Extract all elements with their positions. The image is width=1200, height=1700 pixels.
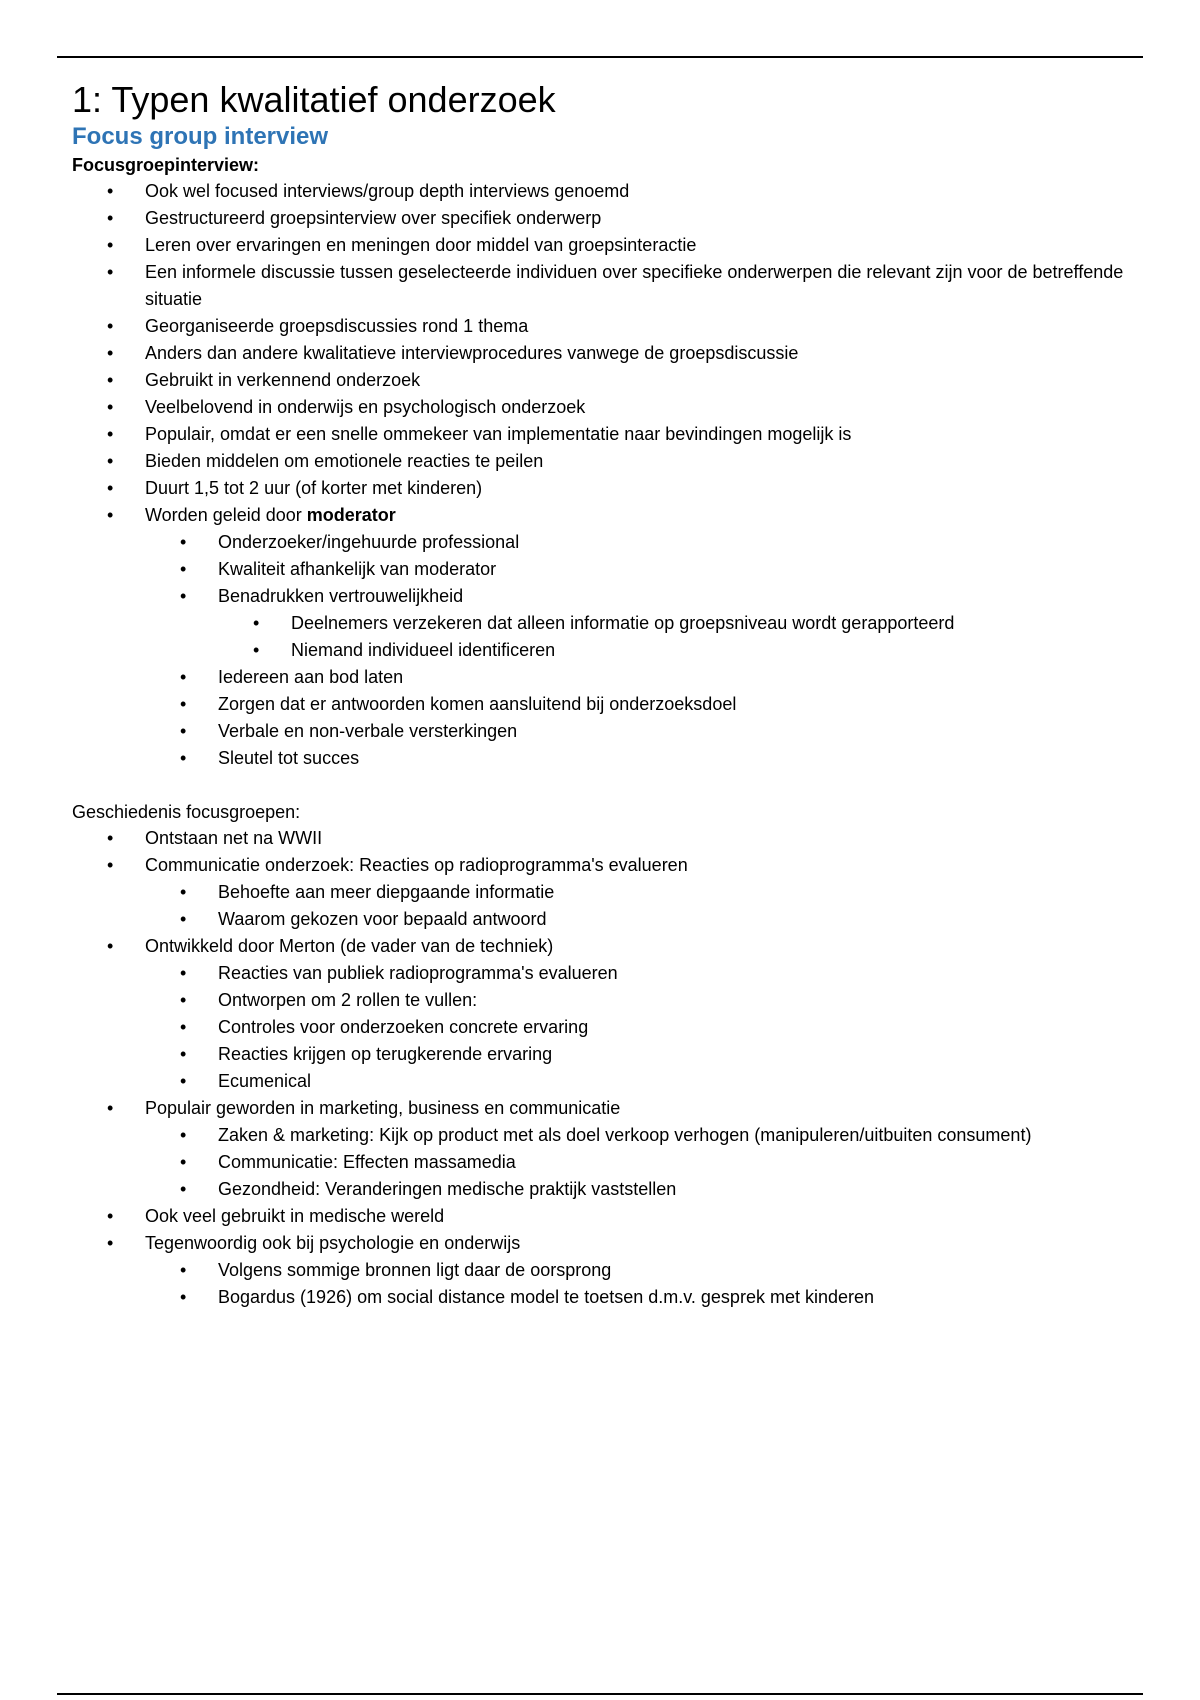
subsub-list-item: • Niemand individueel identificeren <box>218 637 1132 664</box>
communicatie-sublist <box>145 879 1132 933</box>
list-item-populair <box>72 1095 1132 1203</box>
subsub-list-item: • Deelnemers verzekeren dat alleen informatie op groepsniveau wordt gerapporteerd <box>218 610 1132 637</box>
document-body <box>72 78 1132 1311</box>
sub-list-item: • Zaken & marketing: Kijk op product met als doel verkoop verhogen (manipuleren/uitbuiten consument) <box>145 1122 1132 1149</box>
top-rule <box>57 56 1143 58</box>
list-item-text: Communicatie onderzoek: Reacties op radioprogramma's evalueren <box>145 855 688 875</box>
sub-list-item-vertrouwelijkheid <box>145 583 1132 664</box>
moderator-sublist <box>145 529 1132 772</box>
section-heading: Focus group interview <box>72 123 329 150</box>
list-item: • Bieden middelen om emotionele reacties te peilen <box>72 448 1132 475</box>
bottom-rule <box>57 1693 1143 1695</box>
sub-list-item: • Ontworpen om 2 rollen te vullen: <box>145 987 1132 1014</box>
list-item: • Georganiseerde groepsdiscussies rond 1 thema <box>72 313 1132 340</box>
list-item: • Ook veel gebruikt in medische wereld <box>72 1203 1132 1230</box>
populair-sublist <box>145 1122 1132 1203</box>
sub-list-item: • Zorgen dat er antwoorden komen aansluitend bij onderzoeksdoel <box>145 691 1132 718</box>
sub-list-item-text: Benadrukken vertrouwelijkheid <box>218 586 464 606</box>
list-item: • Populair, omdat er een snelle ommekeer van implementatie naar bevindingen mogelijk is <box>72 421 1132 448</box>
list-item: • Anders dan andere kwalitatieve interviewprocedures vanwege de groepsdiscussie <box>72 340 1132 367</box>
sub-list-item: • Onderzoeker/ingehuurde professional <box>145 529 1132 556</box>
list-item-merton <box>72 933 1132 1095</box>
list-item-text: Ontwikkeld door Merton (de vader van de techniek) <box>145 936 554 956</box>
list-item: • Leren over ervaringen en meningen door middel van groepsinteractie <box>72 232 1132 259</box>
list-item-tegenwoordig <box>72 1230 1132 1311</box>
list-item: • Veelbelovend in onderwijs en psychologisch onderzoek <box>72 394 1132 421</box>
spacer <box>72 772 1132 799</box>
merton-sublist <box>145 960 1132 1095</box>
list-item-text: Populair geworden in marketing, business en communicatie <box>145 1098 621 1118</box>
sub-list-item: • Ecumenical <box>145 1068 1132 1095</box>
list-item: • Ontstaan net na WWII <box>72 825 1132 852</box>
list-item-text: Tegenwoordig ook bij psychologie en onderwijs <box>145 1233 521 1253</box>
moderator-prefix: Worden geleid door <box>145 505 307 525</box>
list-item: • Gebruikt in verkennend onderzoek <box>72 367 1132 394</box>
sub-list-item: • Waarom gekozen voor bepaald antwoord <box>145 906 1132 933</box>
sub-list-item: • Gezondheid: Veranderingen medische praktijk vaststellen <box>145 1176 1132 1203</box>
sub-list-item: • Kwaliteit afhankelijk van moderator <box>145 556 1132 583</box>
list-item: • Ook wel focused interviews/group depth interviews genoemd <box>72 178 1132 205</box>
section-label-focusgroepinterview: Focusgroepinterview: <box>72 155 260 175</box>
sub-list-item: • Sleutel tot succes <box>145 745 1132 772</box>
sub-list-item: • Reacties van publiek radioprogramma's evalueren <box>145 960 1132 987</box>
list-item-moderator <box>72 502 1132 772</box>
sub-list-item: • Controles voor onderzoeken concrete ervaring <box>145 1014 1132 1041</box>
vertrouwelijkheid-sublist <box>218 610 1132 664</box>
focusgroep-list <box>72 178 1132 772</box>
section-label-geschiedenis: Geschiedenis focusgroepen: <box>72 802 301 822</box>
geschiedenis-list <box>72 825 1132 1311</box>
list-item: • Gestructureerd groepsinterview over specifiek onderwerp <box>72 205 1132 232</box>
tegenwoordig-sublist <box>145 1257 1132 1311</box>
sub-list-item: • Communicatie: Effecten massamedia <box>145 1149 1132 1176</box>
sub-list-item: • Volgens sommige bronnen ligt daar de oorsprong <box>145 1257 1132 1284</box>
page-title: 1: Typen kwalitatief onderzoek <box>72 79 556 120</box>
list-item: • Duurt 1,5 tot 2 uur (of korter met kinderen) <box>72 475 1132 502</box>
sub-list-item: • Bogardus (1926) om social distance model te toetsen d.m.v. gesprek met kinderen <box>145 1284 1132 1311</box>
list-item-communicatie <box>72 852 1132 933</box>
sub-list-item: • Reacties krijgen op terugkerende ervaring <box>145 1041 1132 1068</box>
moderator-bold: moderator <box>306 505 396 525</box>
sub-list-item: • Behoefte aan meer diepgaande informatie <box>145 879 1132 906</box>
sub-list-item: • Iedereen aan bod laten <box>145 664 1132 691</box>
list-item: • Een informele discussie tussen geselecteerde individuen over specifieke onderwerpen die relevant zijn voor de betreffende situatie <box>72 259 1132 313</box>
sub-list-item: • Verbale en non-verbale versterkingen <box>145 718 1132 745</box>
